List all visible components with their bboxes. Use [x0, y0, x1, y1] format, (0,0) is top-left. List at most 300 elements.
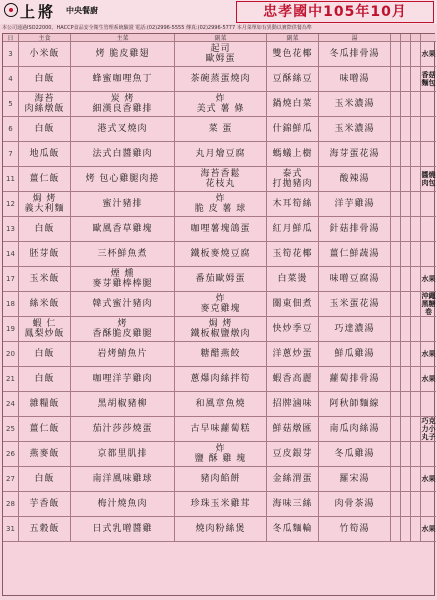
day-cell-line: 17 — [6, 275, 15, 283]
extra-item-cell — [421, 342, 436, 367]
nutrition-cell — [401, 42, 411, 67]
vegetable-cell-line: 海味三絲 — [272, 499, 313, 509]
vegetable-cell — [267, 392, 319, 417]
soup-cell-line: 洋芋雞湯 — [334, 199, 375, 209]
vegetable-cell — [267, 217, 319, 242]
nutrition-cell — [391, 417, 401, 442]
vegetable-cell-line: 木耳筍絲 — [272, 199, 313, 209]
staple-cell-line: 五穀飯 — [29, 524, 60, 534]
soup-cell — [319, 317, 391, 342]
vegetable-cell-line: 白菜燙 — [277, 274, 308, 284]
extra-item-cell-line: 醬燒肉包 — [421, 171, 436, 187]
main-dish-cell — [71, 217, 175, 242]
vegetable-cell — [267, 292, 319, 317]
main-dish-cell — [71, 342, 175, 367]
vegetable-cell-line: 金絲渭蛋 — [272, 474, 313, 484]
extra-item-cell — [421, 67, 436, 92]
day-cell-line: 5 — [8, 100, 13, 108]
main-dish-cell-line: 麥芽雞棒棒腿 — [92, 279, 153, 289]
extra-item-cell — [421, 417, 436, 442]
soup-cell — [319, 367, 391, 392]
nutrition-cell — [391, 42, 401, 67]
soup-cell — [319, 167, 391, 192]
vegetable-cell-line: 快炒季豆 — [272, 324, 313, 334]
brand-logo-icon — [4, 3, 18, 17]
nutrition-cell — [391, 392, 401, 417]
side-dish-cell — [175, 492, 267, 517]
soup-cell-line: 冬瓜雞湯 — [334, 449, 375, 459]
soup-cell-line: 針菇排骨湯 — [329, 224, 380, 234]
soup-cell — [319, 342, 391, 367]
nutrition-cell — [411, 42, 421, 67]
staple-cell-line: 焗 烤 — [32, 194, 57, 204]
extra-item-cell-line: 巧克力小 — [421, 417, 436, 433]
main-dish-cell-line: 黑胡椒豬柳 — [97, 399, 148, 409]
day-cell — [3, 242, 19, 267]
side-dish-cell-line: 茶碗蒸蛋燒肉 — [190, 74, 251, 84]
column-header — [401, 34, 411, 42]
staple-cell-line: 白飯 — [34, 374, 55, 384]
day-cell — [3, 217, 19, 242]
vegetable-cell — [267, 442, 319, 467]
day-cell — [3, 292, 19, 317]
extra-item-cell — [421, 392, 436, 417]
day-cell — [3, 267, 19, 292]
soup-cell — [319, 217, 391, 242]
staple-cell-line: 薑仁飯 — [29, 424, 60, 434]
staple-cell — [19, 392, 71, 417]
staple-cell — [19, 142, 71, 167]
nutrition-cell — [401, 67, 411, 92]
side-dish-cell — [175, 92, 267, 117]
vegetable-cell — [267, 42, 319, 67]
day-cell-line: 12 — [6, 200, 15, 208]
nutrition-cell — [401, 442, 411, 467]
nutrition-cell — [401, 392, 411, 417]
side-dish-cell — [175, 167, 267, 192]
nutrition-cell — [401, 167, 411, 192]
day-cell-line: 3 — [8, 50, 13, 58]
extra-item-cell-line: 水果 — [421, 50, 436, 58]
nutrition-cell — [411, 467, 421, 492]
day-cell-line: 13 — [6, 225, 15, 233]
extra-item-cell — [421, 367, 436, 392]
nutrition-cell — [401, 517, 411, 542]
side-dish-cell — [175, 192, 267, 217]
staple-cell — [19, 167, 71, 192]
side-dish-cell — [175, 517, 267, 542]
day-cell-line: 14 — [6, 250, 15, 258]
nutrition-cell — [391, 142, 401, 167]
soup-cell-line: 巧達濃湯 — [334, 324, 375, 334]
column-header: 副菜 — [267, 34, 319, 42]
soup-cell — [319, 517, 391, 542]
header — [0, 0, 437, 24]
main-dish-cell-line: 烤 包心雞腿肉捲 — [85, 174, 160, 184]
nutrition-cell — [391, 317, 401, 342]
day-cell — [3, 442, 19, 467]
brand-name: 上將 — [20, 3, 57, 21]
side-dish-cell-line: 炸 — [215, 94, 226, 104]
main-dish-cell-line: 京都里肌排 — [97, 449, 148, 459]
extra-item-cell-line: 水果 — [421, 475, 436, 483]
side-dish-cell-line: 脆 皮 薯 球 — [194, 204, 247, 214]
soup-cell — [319, 392, 391, 417]
nutrition-cell — [411, 292, 421, 317]
vegetable-cell-line: 雙色花椰 — [272, 49, 313, 59]
column-header: 日 — [3, 34, 19, 42]
day-cell — [3, 142, 19, 167]
main-dish-cell — [71, 292, 175, 317]
nutrition-cell — [391, 117, 401, 142]
day-cell — [3, 192, 19, 217]
soup-cell — [319, 117, 391, 142]
nutrition-cell — [411, 192, 421, 217]
side-dish-cell-line: 珍珠玉米雞茸 — [190, 499, 251, 509]
vegetable-cell-line: 鍋燒白菜 — [272, 99, 313, 109]
side-dish-cell — [175, 367, 267, 392]
nutrition-cell — [391, 467, 401, 492]
side-dish-cell-line: 鐵板麥燒豆腐 — [190, 249, 251, 259]
soup-cell — [319, 267, 391, 292]
vegetable-cell — [267, 417, 319, 442]
day-cell-line: 18 — [6, 300, 15, 308]
side-dish-cell — [175, 142, 267, 167]
nutrition-cell — [411, 67, 421, 92]
soup-cell — [319, 42, 391, 67]
staple-cell-line: 義大利麵 — [24, 204, 65, 214]
side-dish-cell — [175, 442, 267, 467]
soup-cell-line: 冬瓜排骨湯 — [329, 49, 380, 59]
staple-cell — [19, 492, 71, 517]
column-header: 副菜 — [175, 34, 267, 42]
nutrition-cell — [401, 242, 411, 267]
side-dish-cell-line: 海苔香鬆 — [200, 169, 241, 179]
staple-cell — [19, 42, 71, 67]
day-cell-line: 20 — [6, 350, 15, 358]
nutrition-cell — [401, 342, 411, 367]
side-dish-cell-line: 歐姆蛋 — [205, 54, 236, 64]
soup-cell — [319, 92, 391, 117]
nutrition-cell — [401, 217, 411, 242]
vegetable-cell-line: 蝦香高麗 — [272, 374, 313, 384]
side-dish-cell — [175, 342, 267, 367]
day-cell-line: 21 — [6, 375, 15, 383]
staple-cell-line: 海苔 — [34, 94, 55, 104]
nutrition-cell — [391, 342, 401, 367]
side-dish-cell-line: 美式 薯 條 — [196, 104, 245, 114]
main-dish-cell — [71, 517, 175, 542]
staple-cell — [19, 317, 71, 342]
side-dish-cell-line: 鹽 酥 雞 塊 — [194, 454, 247, 464]
column-header: 主食 — [19, 34, 71, 42]
nutrition-cell — [391, 492, 401, 517]
nutrition-cell — [391, 517, 401, 542]
extra-item-cell-line: 水果 — [421, 275, 436, 283]
nutrition-cell — [401, 192, 411, 217]
nutrition-cell — [401, 492, 411, 517]
soup-cell — [319, 492, 391, 517]
nutrition-cell — [391, 167, 401, 192]
nutrition-cell — [391, 442, 401, 467]
main-dish-cell-line: 港式叉燒肉 — [97, 124, 148, 134]
extra-item-cell — [421, 267, 436, 292]
day-cell — [3, 67, 19, 92]
vegetable-cell — [267, 142, 319, 167]
side-dish-cell-line: 炸 — [215, 194, 226, 204]
side-dish-cell-line: 焗 烤 — [208, 319, 233, 329]
side-dish-cell-line: 起司 — [210, 44, 231, 54]
nutrition-cell — [411, 492, 421, 517]
vegetable-cell — [267, 242, 319, 267]
side-dish-cell — [175, 242, 267, 267]
nutrition-cell — [411, 167, 421, 192]
day-cell — [3, 492, 19, 517]
day-cell — [3, 417, 19, 442]
day-cell — [3, 392, 19, 417]
main-dish-cell — [71, 67, 175, 92]
extra-item-cell — [421, 467, 436, 492]
extra-item-cell — [421, 317, 436, 342]
nutrition-cell — [411, 517, 421, 542]
staple-cell-line: 鳳梨炒飯 — [24, 329, 65, 339]
extra-item-cell — [421, 242, 436, 267]
vegetable-cell — [267, 117, 319, 142]
vegetable-cell-line: 豆皮銀芽 — [272, 449, 313, 459]
soup-cell — [319, 417, 391, 442]
soup-cell-line: 味噌湯 — [339, 74, 370, 84]
nutrition-cell — [411, 367, 421, 392]
column-header — [391, 34, 401, 42]
nutrition-cell — [401, 117, 411, 142]
nutrition-cell — [401, 292, 411, 317]
side-dish-cell — [175, 292, 267, 317]
extra-item-cell — [421, 492, 436, 517]
staple-cell-line: 薑仁飯 — [29, 174, 60, 184]
side-dish-cell — [175, 42, 267, 67]
vegetable-cell-line: 玉筍花椰 — [272, 249, 313, 259]
extra-item-cell-line: 水果 — [421, 375, 436, 383]
nutrition-cell — [411, 342, 421, 367]
extra-item-cell-line: 水果 — [421, 350, 436, 358]
side-dish-cell — [175, 467, 267, 492]
vegetable-cell-line: 洋蔥炒蛋 — [272, 349, 313, 359]
nutrition-cell — [391, 292, 401, 317]
vegetable-cell — [267, 67, 319, 92]
nutrition-cell — [411, 442, 421, 467]
side-dish-cell-line: 和風章魚燒 — [195, 399, 246, 409]
staple-cell-line: 白飯 — [34, 349, 55, 359]
extra-item-cell — [421, 192, 436, 217]
soup-cell-line: 玉米蛋花湯 — [329, 299, 380, 309]
day-cell-line: 26 — [6, 450, 15, 458]
extra-item-cell — [421, 517, 436, 542]
day-cell — [3, 467, 19, 492]
soup-cell-line: 羅宋湯 — [339, 474, 370, 484]
day-cell — [3, 167, 19, 192]
main-dish-cell — [71, 267, 175, 292]
nutrition-cell — [401, 267, 411, 292]
staple-cell — [19, 67, 71, 92]
soup-cell-line: 竹筍湯 — [339, 524, 370, 534]
soup-cell-line: 阿秋師麵線 — [329, 399, 380, 409]
main-dish-cell — [71, 367, 175, 392]
staple-cell — [19, 467, 71, 492]
day-cell — [3, 42, 19, 67]
day-cell-line: 27 — [6, 475, 15, 483]
nutrition-cell — [401, 92, 411, 117]
day-cell-line: 4 — [8, 75, 13, 83]
vegetable-cell — [267, 167, 319, 192]
nutrition-cell — [411, 217, 421, 242]
extra-item-cell — [421, 42, 436, 67]
column-header: 湯 — [319, 34, 391, 42]
vegetable-cell-line: 招牌滷味 — [272, 399, 313, 409]
soup-cell — [319, 242, 391, 267]
extra-item-cell-line: 沖繩 — [421, 292, 436, 300]
main-dish-cell-line: 烤 — [117, 319, 128, 329]
extra-item-cell-line: 黑糖卷 — [421, 300, 436, 316]
soup-cell — [319, 467, 391, 492]
soup-cell — [319, 442, 391, 467]
side-dish-cell-line: 炸 — [215, 444, 226, 454]
staple-cell — [19, 192, 71, 217]
side-dish-cell — [175, 67, 267, 92]
vegetable-cell — [267, 492, 319, 517]
soup-cell-line: 南瓜肉絲湯 — [329, 424, 380, 434]
staple-cell — [19, 92, 71, 117]
staple-cell — [19, 342, 71, 367]
main-dish-cell — [71, 42, 175, 67]
staple-cell-line: 白飯 — [34, 224, 55, 234]
soup-cell — [319, 292, 391, 317]
staple-cell — [19, 442, 71, 467]
soup-cell-line: 蘿蔔排骨湯 — [329, 374, 380, 384]
main-dish-cell — [71, 192, 175, 217]
side-dish-cell-line: 菜 蛋 — [208, 124, 233, 134]
side-dish-cell-line: 鐵板椒鹽燉肉 — [190, 329, 251, 339]
staple-cell-line: 白飯 — [34, 74, 55, 84]
main-dish-cell — [71, 167, 175, 192]
side-dish-cell-line: 豬肉餡餅 — [200, 474, 241, 484]
soup-cell-line: 肉骨茶湯 — [334, 499, 375, 509]
main-dish-cell-line: 法式白醬雞肉 — [92, 149, 153, 159]
day-cell-line: 24 — [6, 400, 15, 408]
vegetable-cell — [267, 92, 319, 117]
side-dish-cell — [175, 417, 267, 442]
nutrition-cell — [391, 242, 401, 267]
main-dish-cell — [71, 242, 175, 267]
main-dish-cell-line: 歐風香草雞塊 — [92, 224, 153, 234]
staple-cell-line: 地瓜飯 — [29, 149, 60, 159]
side-dish-cell-line: 燒肉粉絲煲 — [195, 524, 246, 534]
vegetable-cell — [267, 342, 319, 367]
main-dish-cell-line: 香酥脆皮雞腿 — [92, 329, 153, 339]
vegetable-cell-line: 螞蟻上樹 — [272, 149, 313, 159]
vegetable-cell — [267, 267, 319, 292]
nutrition-cell — [391, 192, 401, 217]
side-dish-cell-line: 花枝丸 — [205, 179, 236, 189]
side-dish-cell-line: 糖醋燕餃 — [200, 349, 241, 359]
staple-cell-line: 雜糧飯 — [29, 399, 60, 409]
main-dish-cell-line: 茄汁莎莎燒蛋 — [92, 424, 153, 434]
side-dish-cell — [175, 392, 267, 417]
column-header — [421, 34, 436, 42]
side-dish-cell-line: 蔥爆肉絲拌筍 — [190, 374, 251, 384]
vegetable-cell-line: 泰式 — [282, 169, 303, 179]
extra-item-cell-line: 丸子 — [421, 433, 436, 441]
extra-item-cell — [421, 167, 436, 192]
nutrition-cell — [391, 217, 401, 242]
main-dish-cell-line: 炭 烤 — [110, 94, 135, 104]
side-dish-cell-line: 咖哩薯塊鴿蛋 — [190, 224, 251, 234]
side-dish-cell — [175, 317, 267, 342]
menu-title: 忠孝國中105年10月 — [236, 1, 434, 23]
vegetable-cell-line: 關東佃煮 — [272, 299, 313, 309]
main-dish-cell-line: 岩烤鯖魚片 — [97, 349, 148, 359]
extra-item-cell — [421, 117, 436, 142]
main-dish-cell — [71, 442, 175, 467]
vegetable-cell-line: 紅月鮮瓜 — [272, 224, 313, 234]
soup-cell-line: 海芽蛋花湯 — [329, 149, 380, 159]
nutrition-cell — [391, 67, 401, 92]
nutrition-cell — [411, 417, 421, 442]
side-dish-cell-line: 麥克雞塊 — [200, 304, 241, 314]
nutrition-cell — [411, 117, 421, 142]
staple-cell — [19, 367, 71, 392]
soup-cell-line: 玉米濃湯 — [334, 124, 375, 134]
column-header: 主菜 — [71, 34, 175, 42]
extra-item-cell — [421, 217, 436, 242]
main-dish-cell-line: 梅汁燒魚肉 — [97, 499, 148, 509]
soup-cell-line: 鮮瓜雞湯 — [334, 349, 375, 359]
day-cell — [3, 117, 19, 142]
vegetable-cell-line: 豆酥絲豆 — [272, 74, 313, 84]
main-dish-cell — [71, 317, 175, 342]
main-dish-cell — [71, 467, 175, 492]
staple-cell-line: 蝦 仁 — [32, 319, 57, 329]
nutrition-cell — [401, 142, 411, 167]
vegetable-cell-line: 打拋豬肉 — [272, 179, 313, 189]
main-dish-cell-line: 日式乳噌醬雞 — [92, 524, 153, 534]
main-dish-cell — [71, 117, 175, 142]
nutrition-cell — [391, 367, 401, 392]
soup-cell — [319, 67, 391, 92]
extra-item-cell — [421, 292, 436, 317]
day-cell — [3, 367, 19, 392]
main-dish-cell-line: 南洋風味雞球 — [92, 474, 153, 484]
vegetable-cell — [267, 517, 319, 542]
staple-cell-line: 胚芽飯 — [29, 249, 60, 259]
staple-cell-line: 絲米飯 — [29, 299, 60, 309]
day-cell — [3, 342, 19, 367]
extra-item-cell — [421, 442, 436, 467]
side-dish-cell-line: 番茄歐姆蛋 — [195, 274, 246, 284]
day-cell-line: 31 — [6, 525, 15, 533]
extra-item-cell — [421, 92, 436, 117]
staple-cell — [19, 292, 71, 317]
day-cell-line: 25 — [6, 425, 15, 433]
nutrition-cell — [401, 467, 411, 492]
vegetable-cell — [267, 467, 319, 492]
nutrition-cell — [391, 267, 401, 292]
staple-cell — [19, 517, 71, 542]
vegetable-cell-line: 鮮菇燉匯 — [272, 424, 313, 434]
soup-cell-line: 玉米濃湯 — [334, 99, 375, 109]
day-cell — [3, 317, 19, 342]
main-dish-cell — [71, 92, 175, 117]
main-dish-cell-line: 三杯鮮魚煮 — [97, 249, 148, 259]
